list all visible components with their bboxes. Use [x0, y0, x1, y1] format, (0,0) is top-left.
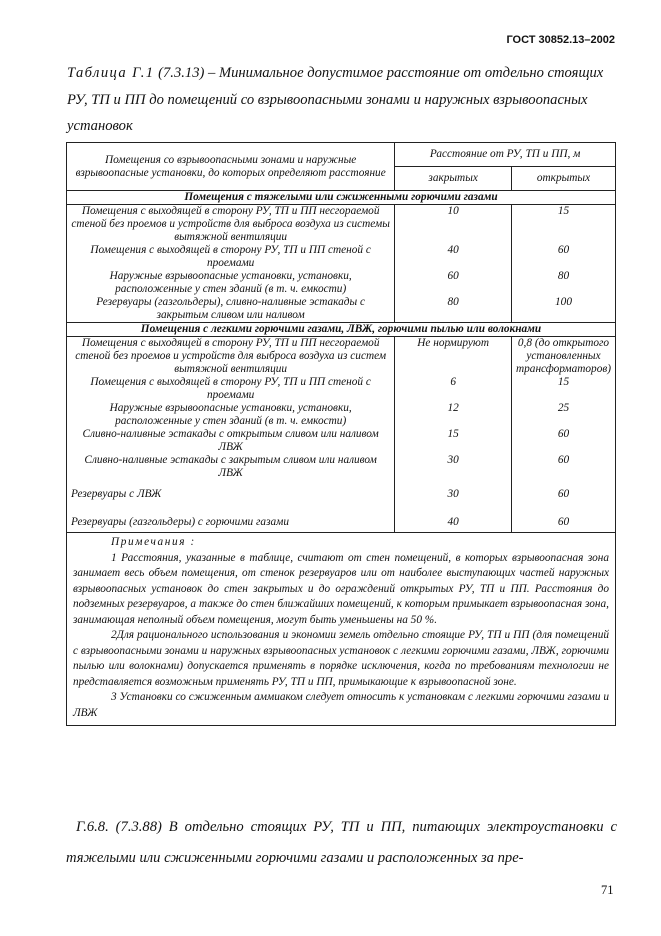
table-row — [67, 244, 616, 270]
body-paragraph: Г.6.8. (7.3.88) В отдельно стоящих РУ, ТП и ПП, питающих электроустановки с тяжелыми или сжиженными горючими газами и расположенных за пре- — [66, 819, 617, 866]
row-label: Сливно-наливные эстакады с открытым сливом или наливом ЛВЖ — [67, 428, 395, 454]
row-closed-value: 10 — [395, 205, 512, 245]
table-caption-text: (7.3.13) – Минимальное допустимое расстояние от отдельно стоящих РУ, ТП и ПП до помещений со взрывоопасными зонами и наружных взрывоопасных установок — [67, 65, 604, 134]
row-closed-value: 15 — [395, 428, 512, 454]
row-label: Сливно-наливные эстакады с закрытым сливом или наливом ЛВЖ — [67, 454, 395, 480]
table-caption-lead: Таблица Г.1 — [67, 65, 155, 81]
row-open-value: 60 — [511, 428, 615, 454]
row-label: Помещения с выходящей в сторону РУ, ТП и ПП несгораемой стеной без проемов и устройств для выброса воздуха из системы вытяжной вентиляции — [67, 205, 395, 245]
row-open-value: 100 — [511, 296, 615, 323]
row-open-value: 15 — [511, 376, 615, 402]
row-label: Наружные взрывоопасные установки, установки, расположенные у стен зданий (в т. ч. емкости) — [67, 270, 395, 296]
row-open-value: 60 — [511, 511, 615, 533]
row-open-value: 25 — [511, 402, 615, 428]
row-open-value: 15 — [511, 205, 615, 245]
row-label: Резервуары с ЛВЖ — [67, 480, 395, 511]
row-closed-value: 30 — [395, 454, 512, 480]
table-caption — [67, 60, 617, 140]
column-header-premises: Помещения со взрывоопасными зонами и наружные взрывоопасные установки, до которых определяют расстояние — [67, 143, 395, 191]
row-open-value: 60 — [511, 480, 615, 511]
row-closed-value: 40 — [395, 244, 512, 270]
note-item: 1 Расстояния, указанные в таблице, считают от стен помещений, в которых взрывоопасная зона занимает весь объем помещения, от стенок резервуаров или от наиболее выступающих частей наружных взрывоопасных установок до стен закрытых и до ограждений открытых РУ, ТП и ПП. Расстояния до подземных резервуаров, а также до стен ближайших помещений, к которым примыкает взрывоопасная зона, занимающая неполный объем помещения, могут быть уменьшены на 50 %. — [73, 551, 609, 626]
note-item: 2Для рационального использования и экономии земель отдельно стоящие РУ, ТП и ПП (для помещений с взрывоопасными зонами и наружных взрывоопасных установок с легкими горючими газами, ЛВЖ, горючими пылью или волокнами) допускается применять в порядке исключения, когда по требованиям технологии не представляется возможным применять РУ, ТП и ПП, примыкающие к взрывоопасной зоне. — [73, 629, 609, 688]
column-header-open: открытых — [511, 167, 615, 191]
row-closed-value: Не нормируют — [395, 337, 512, 377]
section-title: Помещения с тяжелыми или сжиженными горючими газами — [67, 191, 616, 205]
row-open-value: 60 — [511, 244, 615, 270]
table-row — [67, 480, 616, 511]
table-row — [67, 337, 616, 377]
table-row — [67, 454, 616, 480]
table-row — [67, 376, 616, 402]
row-label: Наружные взрывоопасные установки, установки, расположенные у стен зданий (в т. ч. емкости) — [67, 402, 395, 428]
row-closed-value: 80 — [395, 296, 512, 323]
row-label: Резервуары (газгольдеры) с горючими газами — [67, 511, 395, 533]
table-row — [67, 296, 616, 323]
row-closed-value: 40 — [395, 511, 512, 533]
row-label: Помещения с выходящей в сторону РУ, ТП и ПП стеной с проемами — [67, 244, 395, 270]
note-item: 3 Установки со сжиженным аммиаком следует относить к установкам с легкими горючими газами и ЛВЖ — [73, 691, 609, 719]
notes-title: Примечания : — [111, 536, 196, 548]
table-row — [67, 511, 616, 533]
table-row — [67, 205, 616, 245]
row-closed-value: 6 — [395, 376, 512, 402]
column-header-distance: Расстояние от РУ, ТП и ПП, м — [395, 143, 616, 167]
row-closed-value: 12 — [395, 402, 512, 428]
page-header: ГОСТ 30852.13–2002 — [506, 34, 615, 46]
row-closed-value: 30 — [395, 480, 512, 511]
table-notes — [67, 533, 616, 726]
section-title: Помещения с легкими горючими газами, ЛВЖ, горючими пылью или волокнами — [67, 323, 616, 337]
column-header-closed: закрытых — [395, 167, 512, 191]
row-label: Помещения с выходящей в сторону РУ, ТП и ПП стеной с проемами — [67, 376, 395, 402]
row-label: Резервуары (газгольдеры), сливно-наливные эстакады с закрытым сливом или наливом — [67, 296, 395, 323]
table-row — [67, 402, 616, 428]
row-open-value: 0,8 (до открытого установленных трансформаторов) — [511, 337, 615, 377]
table-row — [67, 270, 616, 296]
page-number: 71 — [601, 883, 614, 897]
row-open-value: 80 — [511, 270, 615, 296]
row-open-value: 60 — [511, 454, 615, 480]
distance-table — [66, 142, 616, 726]
row-label: Помещения с выходящей в сторону РУ, ТП и ПП несгораемой стеной без проемов и устройств для выброса воздуха из систем вытяжной вентиляции — [67, 337, 395, 377]
row-closed-value: 60 — [395, 270, 512, 296]
table-row — [67, 428, 616, 454]
